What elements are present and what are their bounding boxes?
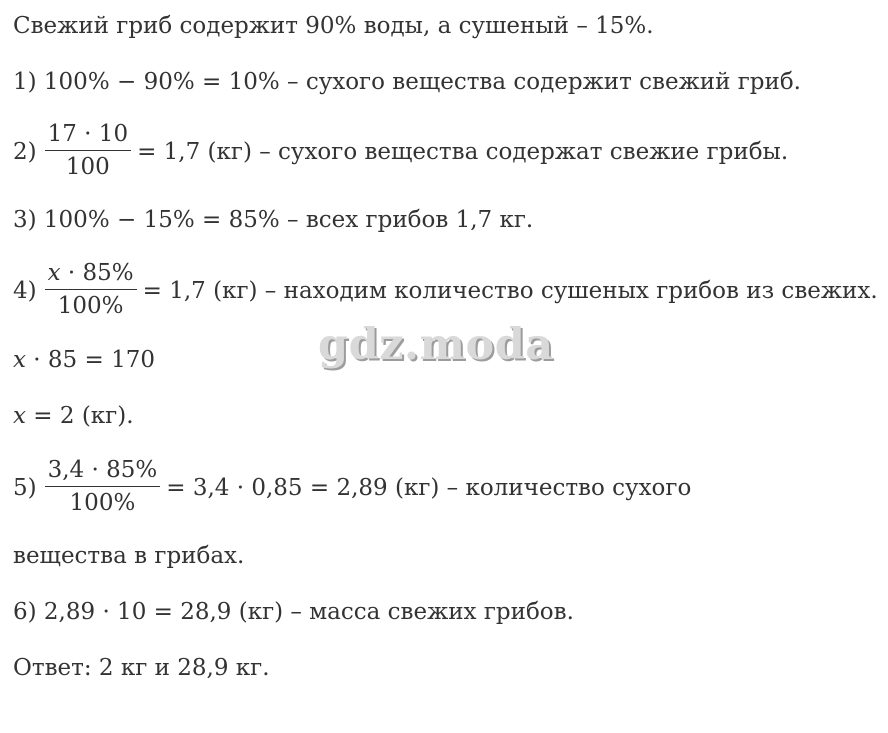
equation-2-text: = 2 (кг). [25, 403, 134, 429]
step-5-fraction [45, 457, 161, 517]
step-5 [13, 459, 691, 519]
problem-statement [13, 13, 654, 39]
equation-2-variable: x [13, 403, 26, 429]
step-6-text: 6) 2,89 · 10 = 28,9 (кг) – масса свежих грибов. [13, 599, 574, 625]
step-5-denominator: 100% [69, 490, 136, 516]
step-1 [13, 69, 801, 95]
step-2-number: 2) [13, 139, 37, 165]
step-4 [13, 262, 878, 322]
step-6 [13, 599, 574, 625]
equation-1-text: · 85 = 170 [25, 347, 155, 373]
answer-text: Ответ: 2 кг и 28,9 кг. [13, 655, 270, 681]
step-2-fraction [45, 121, 131, 181]
step-4-variable: x [47, 260, 61, 286]
problem-statement-text: Свежий гриб содержит 90% воды, а сушеный – 15%. [13, 13, 654, 39]
step-5-number: 5) [13, 475, 37, 501]
step-2-denominator: 100 [65, 154, 110, 180]
equation-2 [13, 403, 134, 429]
step-5-continuation [13, 543, 244, 569]
equation-1-variable: x [13, 347, 26, 373]
step-3 [13, 207, 533, 233]
answer [13, 655, 270, 681]
step-2-numerator: 17 · 10 [45, 121, 131, 151]
equation-1 [13, 347, 155, 373]
step-5-continuation-text: вещества в грибах. [13, 543, 245, 569]
step-1-text: 1) 100% − 90% = 10% – сухого вещества содержит свежий гриб. [13, 69, 801, 95]
step-3-text: 3) 100% − 15% = 85% – всех грибов 1,7 кг. [13, 207, 534, 233]
step-4-number: 4) [13, 278, 37, 304]
step-5-text: = 3,4 · 0,85 = 2,89 (кг) – количество сухого [166, 475, 692, 501]
step-4-text: = 1,7 (кг) – находим количество сушеных грибов из свежих. [142, 278, 878, 304]
step-4-denominator: 100% [57, 293, 124, 319]
step-2 [13, 123, 788, 183]
step-4-fraction [45, 260, 137, 320]
watermark-logo: gdz.moda [318, 320, 554, 370]
step-5-numerator: 3,4 · 85% [45, 457, 161, 487]
step-2-text: = 1,7 (кг) – сухого вещества содержат свежие грибы. [137, 139, 789, 165]
step-4-numerator [45, 260, 137, 290]
step-4-numerator-rest: · 85% [60, 260, 134, 286]
